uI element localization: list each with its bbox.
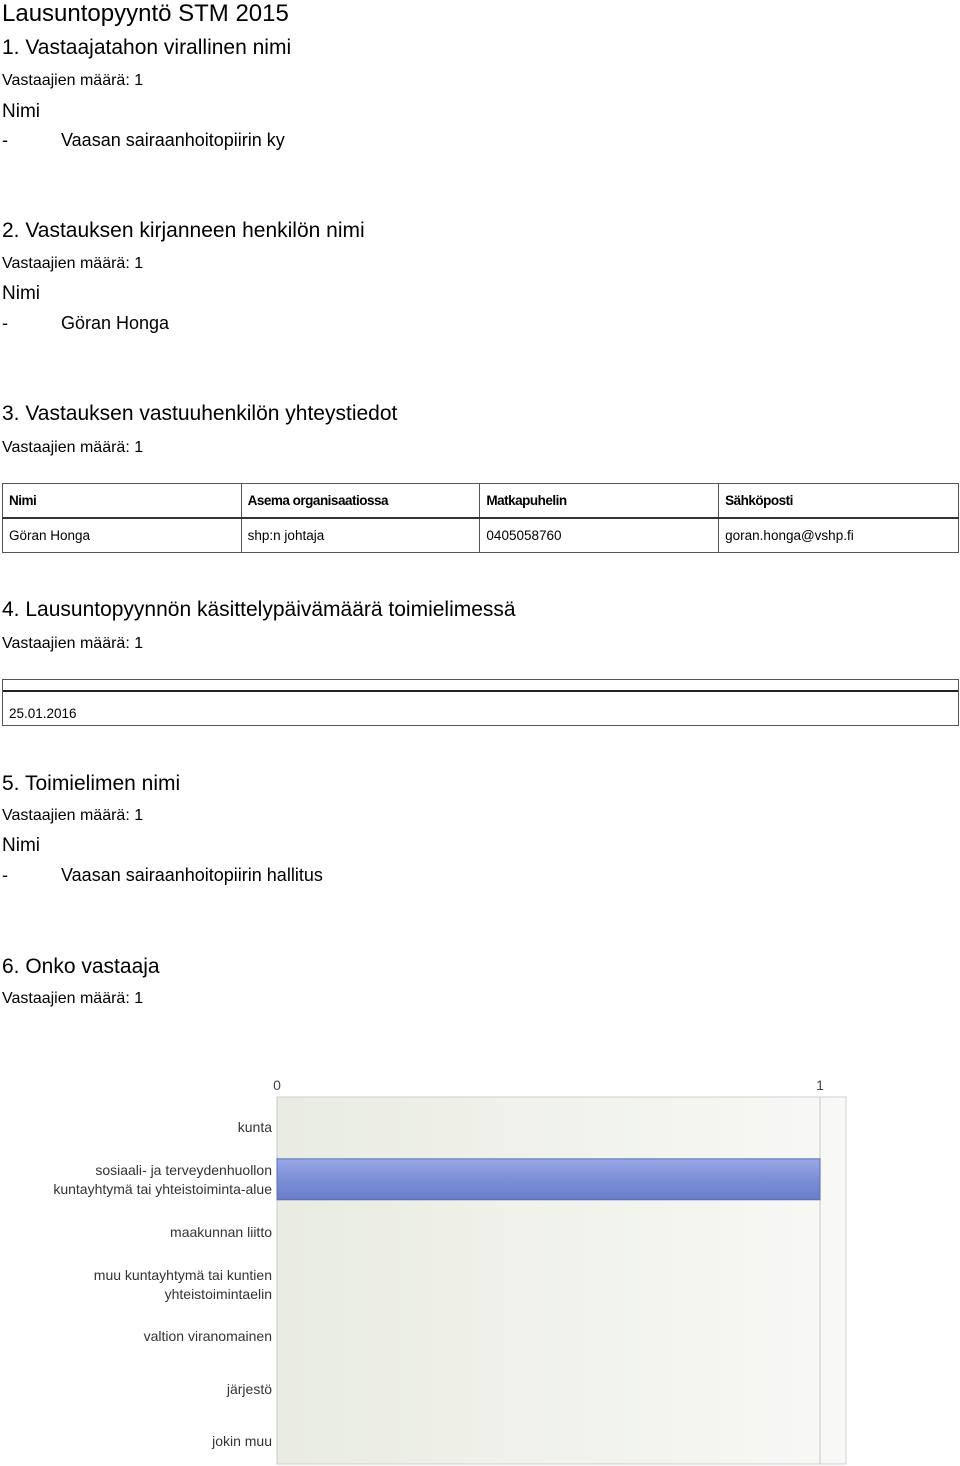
x-tick-label-1: 1 — [816, 1077, 824, 1093]
cell-email: goran.honga@vshp.fi — [719, 518, 959, 553]
q5-answer-row — [2, 865, 602, 889]
q1-answer: Vaasan sairaanhoitopiirin ky — [61, 130, 285, 150]
category-label-line: kunta — [237, 1118, 272, 1135]
contact-table-header-row — [3, 484, 959, 519]
q2-title: 2. Vastauksen kirjanneen henkilön nimi — [2, 219, 365, 242]
q1-title: 1. Vastaajatahon virallinen nimi — [2, 36, 292, 59]
category-label-3 — [94, 1266, 272, 1304]
chart-plot — [0, 1060, 960, 1466]
q4-answer: 25.01.2016 — [9, 706, 77, 721]
category-label-line: kuntayhtymä tai yhteistoiminta-alue — [53, 1180, 272, 1197]
q5-answer: Vaasan sairaanhoitopiirin hallitus — [61, 865, 323, 885]
category-label-line: yhteistoimintaelin — [164, 1285, 272, 1302]
chart-plot-area — [277, 1097, 846, 1464]
category-label-5 — [227, 1380, 272, 1399]
q6-respondent-count: Vastaajien määrä: 1 — [2, 990, 144, 1007]
q6-title: 6. Onko vastaaja — [2, 955, 160, 978]
category-label-line: sosiaali- ja terveydenhuollon — [95, 1161, 272, 1178]
category-label-line: järjestö — [226, 1380, 272, 1397]
q2-answer: Göran Honga — [61, 313, 170, 333]
date-box-header-rule — [3, 690, 958, 692]
q1-respondent-count: Vastaajien määrä: 1 — [2, 72, 144, 89]
q2-respondent-count: Vastaajien määrä: 1 — [2, 255, 144, 272]
category-label-line: muu kuntayhtymä tai kuntien — [93, 1266, 272, 1283]
q1-answer-dash: - — [2, 130, 8, 150]
category-label-4 — [144, 1327, 272, 1346]
table-row — [3, 518, 959, 553]
q4-respondent-count: Vastaajien määrä: 1 — [2, 635, 144, 652]
category-label-0 — [238, 1118, 272, 1137]
category-label-2 — [170, 1223, 272, 1242]
bar-1 — [277, 1159, 820, 1200]
q3-respondent-count: Vastaajien määrä: 1 — [2, 439, 144, 456]
col-header-name: Nimi — [3, 484, 242, 519]
respondent-type-chart — [0, 1060, 960, 1466]
contact-table — [2, 483, 959, 553]
col-header-email: Sähköposti — [719, 484, 959, 519]
col-header-mobile: Matkapuhelin — [480, 484, 719, 519]
cell-position: shp:n johtaja — [241, 518, 480, 553]
category-label-line: jokin muu — [212, 1433, 272, 1450]
q2-name-label: Nimi — [2, 283, 40, 304]
x-tick-label-0: 0 — [273, 1077, 281, 1093]
category-label-1 — [53, 1161, 272, 1199]
q5-title: 5. Toimielimen nimi — [2, 772, 181, 795]
cell-mobile: 0405058760 — [480, 518, 719, 553]
q5-name-label: Nimi — [2, 835, 40, 856]
q5-answer-dash: - — [2, 865, 8, 885]
q2-answer-dash: - — [2, 313, 8, 333]
page-title: Lausuntopyyntö STM 2015 — [2, 0, 289, 27]
q3-title: 3. Vastauksen vastuuhenkilön yhteystiedot — [2, 402, 398, 425]
col-header-position: Asema organisaatiossa — [241, 484, 480, 519]
cell-name: Göran Honga — [3, 518, 242, 553]
q4-title: 4. Lausuntopyynnön käsittelypäivämäärä toimielimessä — [2, 598, 516, 621]
category-label-line: valtion viranomainen — [143, 1328, 272, 1345]
q2-answer-row — [2, 313, 602, 337]
category-label-line: maakunnan liitto — [170, 1223, 272, 1240]
q1-name-label: Nimi — [2, 101, 40, 122]
q1-answer-row — [2, 130, 602, 154]
q5-respondent-count: Vastaajien määrä: 1 — [2, 807, 144, 824]
category-label-6 — [212, 1432, 272, 1451]
date-answer-box — [2, 679, 959, 726]
